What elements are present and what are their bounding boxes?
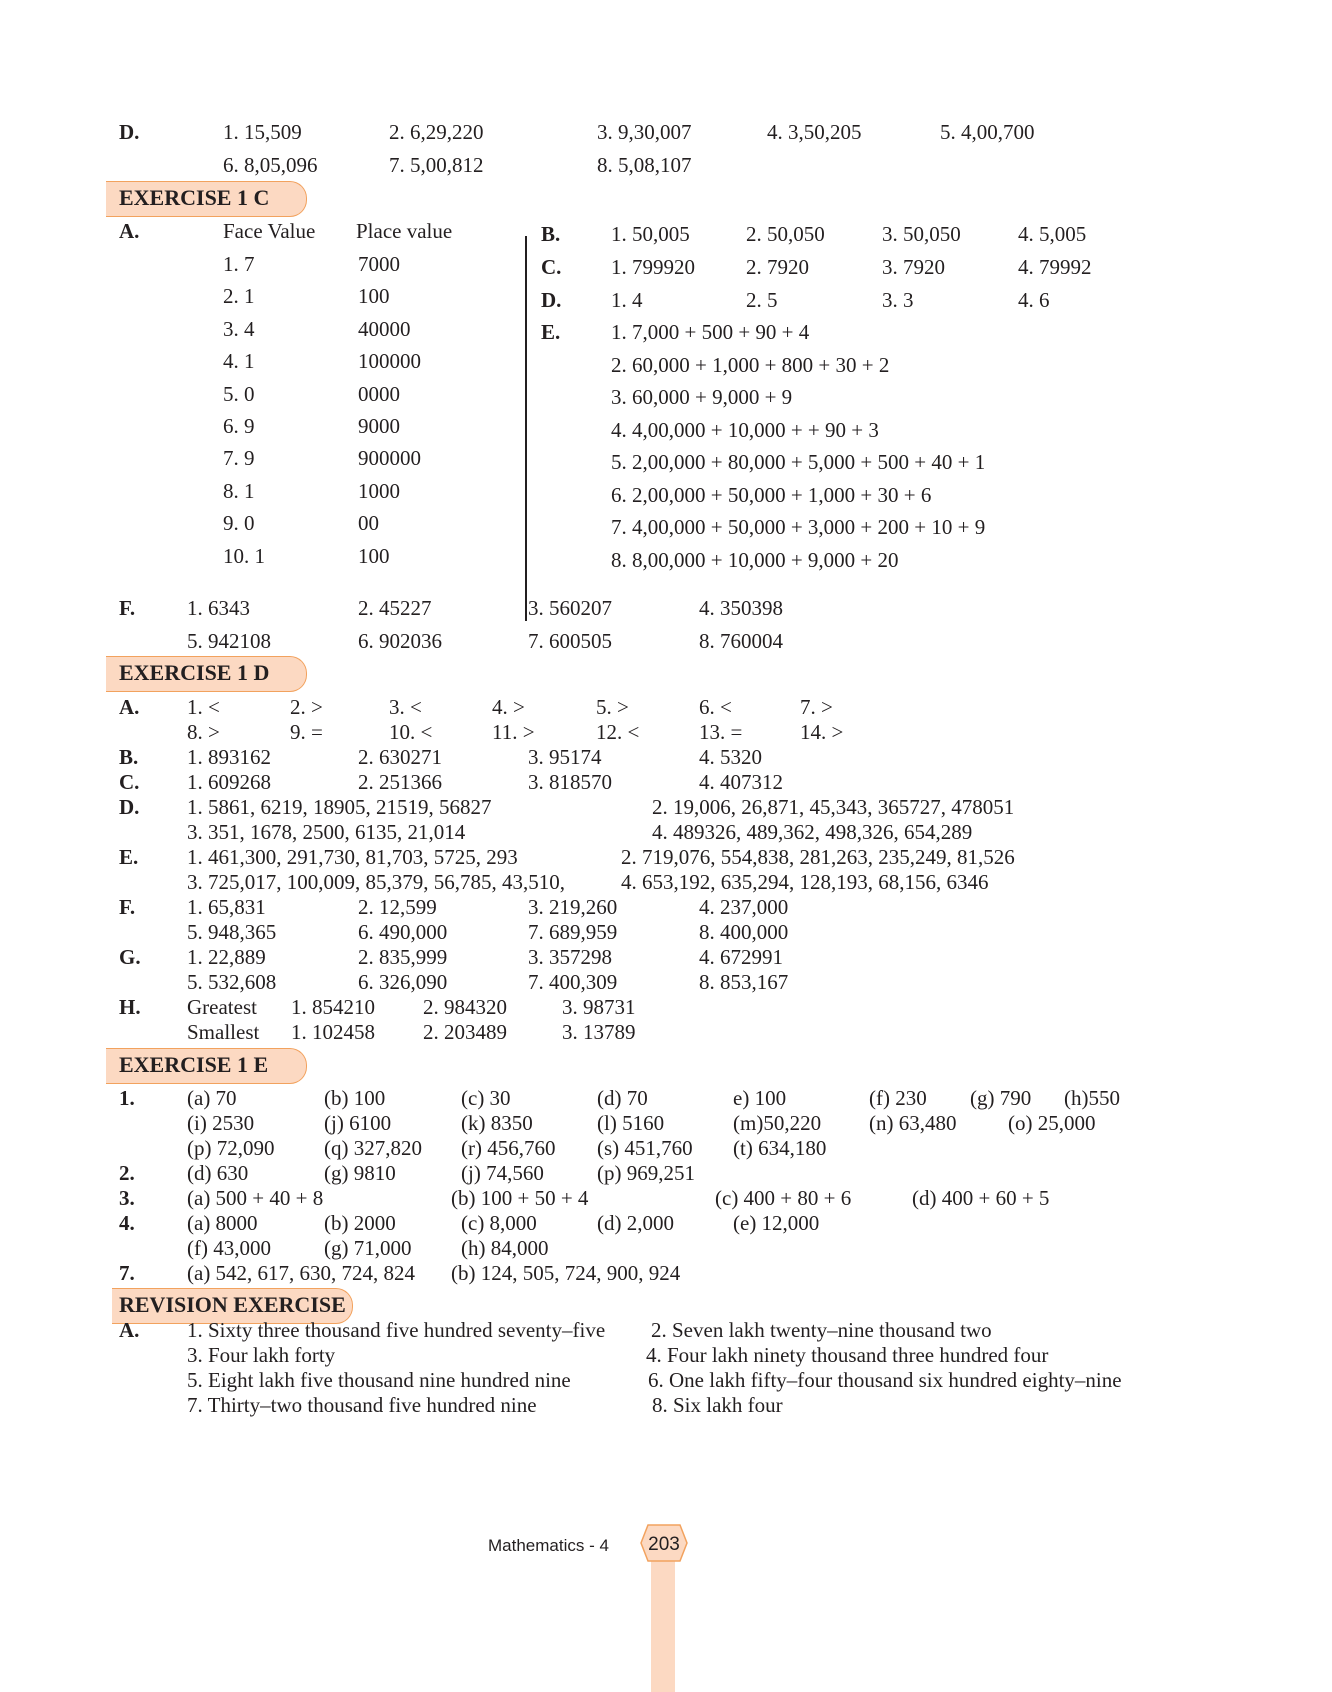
answer-item: 4. 5,005 <box>1018 222 1087 246</box>
section-label: E. <box>119 845 139 869</box>
revision-title: REVISION EXERCISE <box>119 1292 346 1317</box>
ordering-item: 3. 725,017, 100,009, 85,379, 56,785, 43,510, <box>187 870 565 894</box>
face-value: 5. 0 <box>223 382 255 406</box>
section-label: E. <box>541 320 561 344</box>
answer-item: 8. 760004 <box>699 629 783 653</box>
ordering-item: 3. 351, 1678, 2500, 6135, 21,014 <box>187 820 466 844</box>
answer-item: 3. 50,050 <box>882 222 961 246</box>
comparison-item: 8. > <box>187 720 220 744</box>
answer-item: 2. 50,050 <box>746 222 825 246</box>
answer-item: 3. 7920 <box>882 255 945 279</box>
comparison-item: 11. > <box>492 720 535 744</box>
number-name-item: 6. One lakh fifty–four thousand six hundred eighty–nine <box>648 1368 1122 1392</box>
answer-item: (q) 327,820 <box>324 1136 422 1160</box>
answer-item: 4. 3,50,205 <box>767 120 862 144</box>
answer-item: 2. 12,599 <box>358 895 437 919</box>
section-label: H. <box>119 995 141 1019</box>
expansion-item: 4. 4,00,000 + 10,000 + + 90 + 3 <box>611 418 879 442</box>
place-value: 100 <box>358 544 390 568</box>
answer-item: 5. 532,608 <box>187 970 277 994</box>
page-strip <box>651 1560 675 1692</box>
expansion-item: 2. 60,000 + 1,000 + 800 + 30 + 2 <box>611 353 890 377</box>
answer-item: (b) 100 + 50 + 4 <box>451 1186 589 1210</box>
expansion-item: 7. 4,00,000 + 50,000 + 3,000 + 200 + 10 + 9 <box>611 515 986 539</box>
answer-item: (d) 70 <box>597 1086 648 1110</box>
question-label: 3. <box>119 1186 135 1210</box>
answer-item: (t) 634,180 <box>733 1136 827 1160</box>
answer-item: 3. 3 <box>882 288 914 312</box>
answer-item: 3. 9,30,007 <box>597 120 692 144</box>
answer-item: (l) 5160 <box>597 1111 665 1135</box>
comparison-item: 4. > <box>492 695 525 719</box>
comparison-item: 3. < <box>389 695 422 719</box>
answer-item: 4. 672991 <box>699 945 783 969</box>
footer-subject: Mathematics - 4 <box>488 1536 609 1555</box>
answer-item: (a) 8000 <box>187 1211 258 1235</box>
answer-item: (e) 12,000 <box>733 1211 820 1235</box>
answer-item: 2. 5 <box>746 288 778 312</box>
place-value: 100000 <box>358 349 421 373</box>
face-value: 10. 1 <box>223 544 265 568</box>
exercise-1c-title: EXERCISE 1 C <box>119 185 270 210</box>
answer-item: 8. 853,167 <box>699 970 789 994</box>
expansion-item: 8. 8,00,000 + 10,000 + 9,000 + 20 <box>611 548 899 572</box>
answer-item: (i) 2530 <box>187 1111 255 1135</box>
question-label: 2. <box>119 1161 135 1185</box>
answer-item: 4. 6 <box>1018 288 1050 312</box>
answer-item: (f) 43,000 <box>187 1236 271 1260</box>
ordering-item: 1. 5861, 6219, 18905, 21519, 56827 <box>187 795 492 819</box>
smallest-label: Smallest <box>187 1020 260 1044</box>
answer-item: 2. 835,999 <box>358 945 448 969</box>
answer-item: (h)550 <box>1064 1086 1120 1110</box>
expansion-item: 6. 2,00,000 + 50,000 + 1,000 + 30 + 6 <box>611 483 932 507</box>
place-value: 100 <box>358 284 390 308</box>
answer-item: (f) 230 <box>869 1086 927 1110</box>
answer-item: 4. 79992 <box>1018 255 1092 279</box>
answer-item: (p) 969,251 <box>597 1161 695 1185</box>
answer-item: (b) 124, 505, 724, 900, 924 <box>451 1261 681 1285</box>
answer-item: 1. 799920 <box>611 255 695 279</box>
answer-item: 1. 22,889 <box>187 945 266 969</box>
answer-item: (j) 6100 <box>324 1111 392 1135</box>
number-name-item: 2. Seven lakh twenty–nine thousand two <box>651 1318 992 1342</box>
expansion-item: 5. 2,00,000 + 80,000 + 5,000 + 500 + 40 + 1 <box>611 450 986 474</box>
face-value: 1. 7 <box>223 252 255 276</box>
answer-item: 3. 219,260 <box>528 895 618 919</box>
face-value: 4. 1 <box>223 349 255 373</box>
face-value-header: Face Value <box>223 219 316 243</box>
expansion-item: 3. 60,000 + 9,000 + 9 <box>611 385 793 409</box>
answer-item: 7. 5,00,812 <box>389 153 484 177</box>
ordering-item: 4. 489326, 489,362, 498,326, 654,289 <box>652 820 973 844</box>
answer-item: (c) 8,000 <box>461 1211 537 1235</box>
answer-item: (p) 72,090 <box>187 1136 275 1160</box>
answer-item: 1. 6343 <box>187 596 250 620</box>
answer-item: (j) 74,560 <box>461 1161 544 1185</box>
question-label: 7. <box>119 1261 135 1285</box>
section-label: F. <box>119 596 136 620</box>
answer-item: 6. 902036 <box>358 629 442 653</box>
answer-item: 8. 400,000 <box>699 920 789 944</box>
answer-item: (b) 2000 <box>324 1211 396 1235</box>
answer-item: (n) 63,480 <box>869 1111 957 1135</box>
answer-item: 7. 689,959 <box>528 920 618 944</box>
face-value: 8. 1 <box>223 479 255 503</box>
expansion-item: 1. 7,000 + 500 + 90 + 4 <box>611 320 810 344</box>
section-label: F. <box>119 895 136 919</box>
number-name-item: 8. Six lakh four <box>652 1393 783 1417</box>
face-value: 3. 4 <box>223 317 255 341</box>
answer-item: (o) 25,000 <box>1008 1111 1096 1135</box>
number-name-item: 1. Sixty three thousand five hundred seventy–five <box>187 1318 606 1342</box>
section-label: D. <box>119 795 140 819</box>
answer-item: 5. 4,00,700 <box>940 120 1035 144</box>
answer-item: 1. 65,831 <box>187 895 266 919</box>
page-number-badge <box>640 1523 688 1563</box>
answer-item: 2. 6,29,220 <box>389 120 484 144</box>
answer-item: (a) 70 <box>187 1086 237 1110</box>
answer-item: 8. 5,08,107 <box>597 153 692 177</box>
answer-item: 3. 13789 <box>562 1020 636 1044</box>
section-label: B. <box>119 745 139 769</box>
answer-item: (c) 30 <box>461 1086 511 1110</box>
ordering-item: 2. 19,006, 26,871, 45,343, 365727, 478051 <box>652 795 1015 819</box>
answer-item: (b) 100 <box>324 1086 386 1110</box>
place-value: 00 <box>358 511 379 535</box>
answer-item: 2. 45227 <box>358 596 432 620</box>
exercise-1d-title: EXERCISE 1 D <box>119 660 270 685</box>
question-label: 1. <box>119 1086 135 1110</box>
answer-item: 1. 15,509 <box>223 120 302 144</box>
section-label: D. <box>119 120 140 144</box>
face-value: 2. 1 <box>223 284 255 308</box>
answer-item: 5. 948,365 <box>187 920 277 944</box>
number-name-item: 4. Four lakh ninety thousand three hundred four <box>646 1343 1049 1367</box>
answer-item: (g) 71,000 <box>324 1236 412 1260</box>
answer-item: (a) 542, 617, 630, 724, 824 <box>187 1261 416 1285</box>
ordering-item: 2. 719,076, 554,838, 281,263, 235,249, 81,526 <box>621 845 1015 869</box>
section-label: A. <box>119 695 140 719</box>
answer-item: 6. 326,090 <box>358 970 448 994</box>
column-divider <box>525 236 527 621</box>
answer-item: 1. 50,005 <box>611 222 690 246</box>
ordering-item: 4. 653,192, 635,294, 128,193, 68,156, 6346 <box>621 870 989 894</box>
answer-item: (d) 630 <box>187 1161 249 1185</box>
answer-item: (k) 8350 <box>461 1111 533 1135</box>
comparison-item: 10. < <box>389 720 433 744</box>
section-label: D. <box>541 288 562 312</box>
section-label: G. <box>119 945 141 969</box>
comparison-item: 5. > <box>596 695 629 719</box>
answer-item: 4. 237,000 <box>699 895 789 919</box>
section-label: A. <box>119 1318 140 1342</box>
greatest-label: Greatest <box>187 995 257 1019</box>
place-value: 40000 <box>358 317 411 341</box>
section-label: B. <box>541 222 561 246</box>
section-label: C. <box>119 770 140 794</box>
answer-item: (c) 400 + 80 + 6 <box>715 1186 852 1210</box>
answer-item: 3. 357298 <box>528 945 612 969</box>
place-value: 9000 <box>358 414 400 438</box>
comparison-item: 2. > <box>290 695 323 719</box>
number-name-item: 7. Thirty–two thousand five hundred nine <box>187 1393 537 1417</box>
comparison-item: 13. = <box>699 720 743 744</box>
comparison-item: 7. > <box>800 695 833 719</box>
face-value: 6. 9 <box>223 414 255 438</box>
comparison-item: 12. < <box>596 720 640 744</box>
answer-item: (h) 84,000 <box>461 1236 549 1260</box>
answer-item: 4. 407312 <box>699 770 783 794</box>
face-value: 9. 0 <box>223 511 255 535</box>
answer-item: (m)50,220 <box>733 1111 822 1135</box>
section-label: A. <box>119 219 140 243</box>
answer-item: 2. 984320 <box>423 995 507 1019</box>
answer-item: 2. 7920 <box>746 255 809 279</box>
section-label: C. <box>541 255 562 279</box>
question-label: 4. <box>119 1211 135 1235</box>
answer-item: 3. 95174 <box>528 745 602 769</box>
place-value: 900000 <box>358 446 421 470</box>
answer-item: 4. 350398 <box>699 596 783 620</box>
place-value-header: Place value <box>356 219 453 243</box>
answer-item: (d) 2,000 <box>597 1211 674 1235</box>
ordering-item: 1. 461,300, 291,730, 81,703, 5725, 293 <box>187 845 518 869</box>
answer-item: (r) 456,760 <box>461 1136 556 1160</box>
exercise-1e-title: EXERCISE 1 E <box>119 1052 269 1077</box>
answer-item: 7. 400,309 <box>528 970 618 994</box>
answer-item: 4. 5320 <box>699 745 762 769</box>
answer-item: e) 100 <box>733 1086 787 1110</box>
answer-item: 2. 251366 <box>358 770 442 794</box>
answer-item: 1. 4 <box>611 288 643 312</box>
answer-item: 3. 560207 <box>528 596 612 620</box>
answer-item: 3. 818570 <box>528 770 612 794</box>
answer-item: 2. 630271 <box>358 745 442 769</box>
answer-item: (d) 400 + 60 + 5 <box>912 1186 1050 1210</box>
answer-item: 1. 893162 <box>187 745 271 769</box>
answer-item: 5. 942108 <box>187 629 271 653</box>
answer-item: 1. 854210 <box>291 995 375 1019</box>
answer-item: 7. 600505 <box>528 629 612 653</box>
answer-item: 3. 98731 <box>562 995 636 1019</box>
answer-item: 1. 102458 <box>291 1020 375 1044</box>
answer-item: 1. 609268 <box>187 770 271 794</box>
answer-item: 6. 490,000 <box>358 920 448 944</box>
answer-item: (g) 790 <box>970 1086 1032 1110</box>
face-value: 7. 9 <box>223 446 255 470</box>
place-value: 0000 <box>358 382 400 406</box>
comparison-item: 1. < <box>187 695 220 719</box>
answer-item: (g) 9810 <box>324 1161 396 1185</box>
number-name-item: 3. Four lakh forty <box>187 1343 336 1367</box>
answer-item: 2. 203489 <box>423 1020 507 1044</box>
page-number: 203 <box>648 1534 680 1555</box>
number-name-item: 5. Eight lakh five thousand nine hundred nine <box>187 1368 571 1392</box>
comparison-item: 9. = <box>290 720 323 744</box>
answer-item: 6. 8,05,096 <box>223 153 318 177</box>
answer-item: (s) 451,760 <box>597 1136 693 1160</box>
place-value: 7000 <box>358 252 400 276</box>
place-value: 1000 <box>358 479 400 503</box>
answer-item: (a) 500 + 40 + 8 <box>187 1186 324 1210</box>
comparison-item: 6. < <box>699 695 732 719</box>
comparison-item: 14. > <box>800 720 844 744</box>
